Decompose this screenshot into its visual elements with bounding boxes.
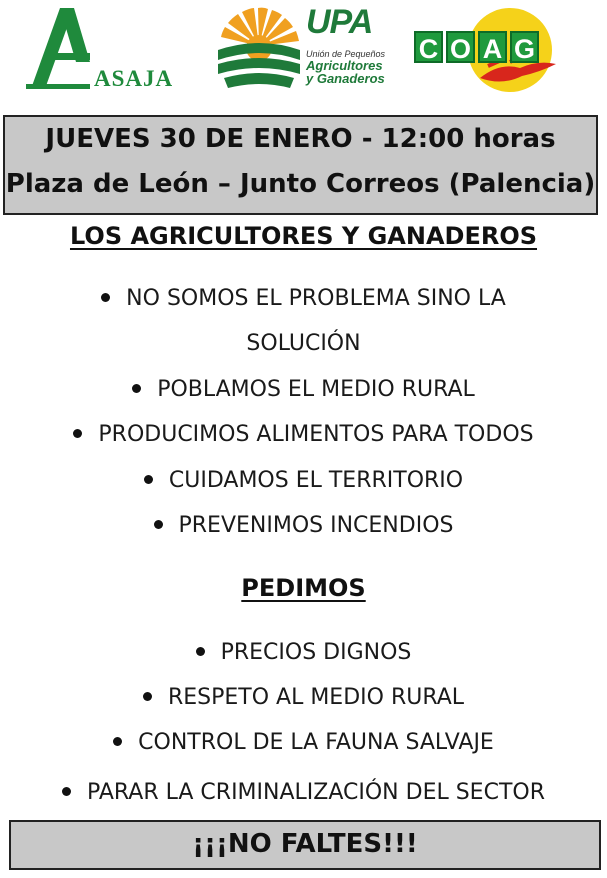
list-item — [0, 468, 607, 493]
list-item — [0, 513, 607, 538]
coag-logo — [410, 6, 560, 92]
list-item-text: CONTROL DE LA FAUNA SALVAJE — [138, 730, 494, 755]
section-heading-demands — [0, 574, 607, 602]
upa-sun-fields-icon — [214, 6, 304, 94]
section-heading-text: PEDIMOS — [241, 574, 366, 602]
upa-logo-subtitle — [306, 50, 406, 85]
list-item-text: PRODUCIMOS ALIMENTOS PARA TODOS — [98, 422, 534, 447]
call-to-action-box — [9, 820, 601, 870]
asaja-logo-text: ASAJA — [94, 66, 174, 91]
list-item-text: CUIDAMOS EL TERRITORIO — [168, 468, 464, 493]
upa-logo-title: UPA — [306, 3, 373, 41]
bullet-icon — [62, 787, 71, 796]
list-item-text: POBLAMOS EL MEDIO RURAL — [157, 377, 475, 402]
upa-logo — [214, 3, 394, 96]
list-item-text: PARAR LA CRIMINALIZACIÓN DEL SECTOR — [86, 780, 545, 805]
coag-letter: G — [510, 31, 539, 63]
bullet-icon — [73, 429, 82, 438]
call-to-action-text: ¡¡¡NO FALTES!!! — [192, 829, 418, 859]
section-heading-text: LOS AGRICULTORES Y GANADEROS — [69, 222, 538, 250]
list-item-text: NO SOMOS EL PROBLEMA SINO LA — [126, 286, 506, 311]
section-heading-farmers — [0, 222, 607, 250]
coag-letter: C — [414, 31, 443, 63]
list-item — [0, 685, 607, 710]
coag-letters — [414, 31, 539, 63]
list-item-text: SOLUCIÓN — [246, 331, 361, 356]
bullet-icon — [144, 475, 153, 484]
bullet-icon — [154, 520, 163, 529]
bullet-icon — [113, 737, 122, 746]
logo-bar — [0, 0, 607, 105]
upa-subtitle-line1: Unión de Pequeños — [306, 49, 386, 59]
list-item — [0, 286, 607, 311]
coag-letter: A — [478, 31, 507, 63]
coag-letter: O — [446, 31, 475, 63]
list-item — [0, 730, 607, 755]
list-item-text: PRECIOS DIGNOS — [220, 640, 412, 665]
bullet-icon — [101, 293, 110, 302]
list-item-continuation — [0, 331, 607, 356]
event-info-box — [3, 115, 598, 215]
event-place: Plaza de León – Junto Correos (Palencia) — [5, 169, 596, 199]
list-item — [0, 640, 607, 665]
list-item-text: RESPETO AL MEDIO RURAL — [167, 685, 465, 710]
bullet-icon — [196, 647, 205, 656]
bullet-icon — [132, 384, 141, 393]
bullet-icon — [143, 692, 152, 701]
list-item-text: PREVENIMOS INCENDIOS — [178, 513, 454, 538]
upa-subtitle-line3: y Ganaderos — [306, 71, 385, 86]
list-item — [0, 422, 607, 447]
upa-subtitle-line2: Agricultores — [306, 58, 383, 73]
asaja-logo — [24, 6, 194, 92]
list-item — [0, 780, 607, 805]
list-item — [0, 377, 607, 402]
event-date: JUEVES 30 DE ENERO - 12:00 horas — [45, 124, 556, 154]
